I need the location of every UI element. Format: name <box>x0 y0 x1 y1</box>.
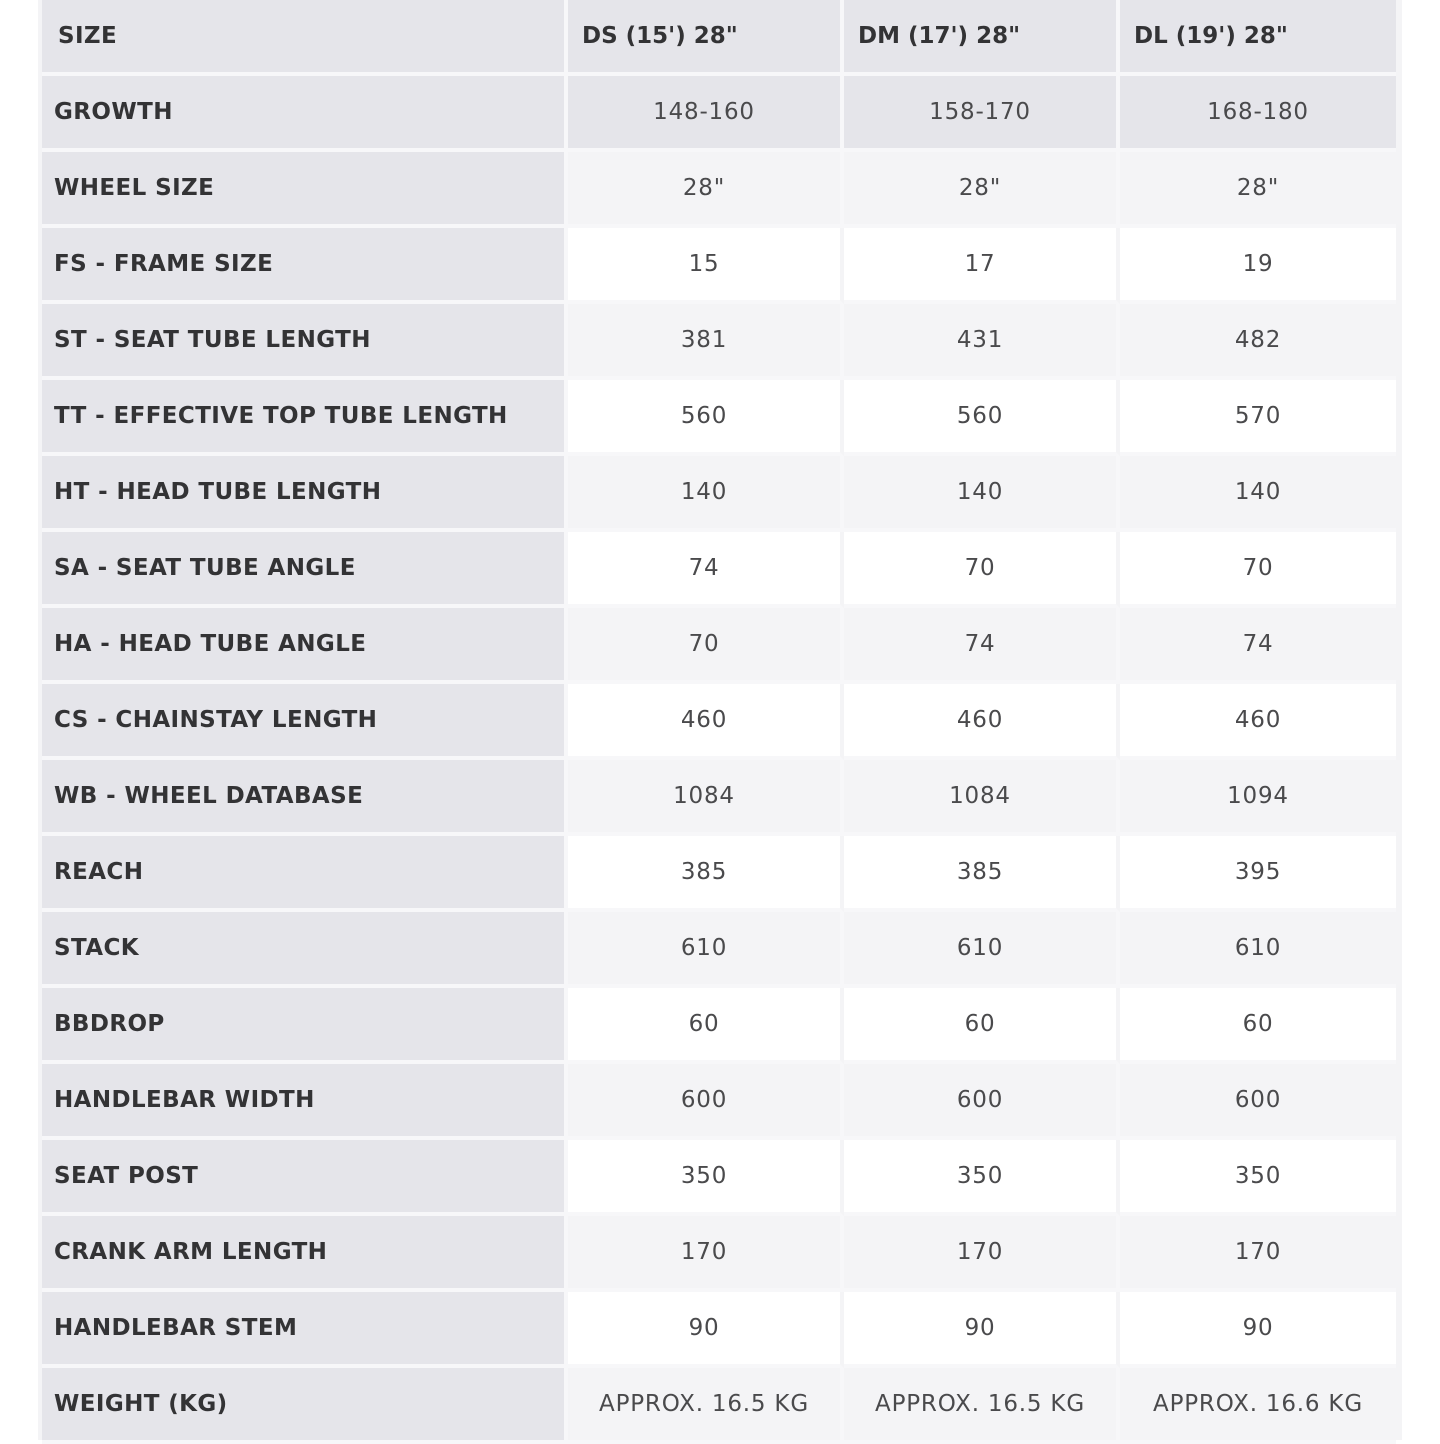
table-header-row <box>42 0 1396 76</box>
cell-value: 74 <box>1120 608 1396 684</box>
cell-value: 140 <box>1120 456 1396 532</box>
table-row <box>42 684 1396 760</box>
cell-value: 140 <box>844 456 1120 532</box>
cell-value: 460 <box>844 684 1120 760</box>
cell-value: 600 <box>844 1064 1120 1140</box>
table-row <box>42 76 1396 152</box>
cell-value: 90 <box>1120 1292 1396 1368</box>
table-row <box>42 1292 1396 1368</box>
table-row <box>42 152 1396 228</box>
table-row <box>42 304 1396 380</box>
row-label: SEAT POST <box>42 1140 568 1216</box>
cell-value: 74 <box>844 608 1120 684</box>
cell-value: 610 <box>568 912 844 988</box>
cell-value: 610 <box>844 912 1120 988</box>
cell-value: 560 <box>844 380 1120 456</box>
table-row <box>42 988 1396 1064</box>
cell-value: 90 <box>568 1292 844 1368</box>
row-label: ST - SEAT TUBE LENGTH <box>42 304 568 380</box>
cell-value: APPROX. 16.5 KG <box>568 1368 844 1444</box>
header-size-ds: DS (15') 28" <box>568 0 844 76</box>
cell-value: 148-160 <box>568 76 844 152</box>
header-size-dl: DL (19') 28" <box>1120 0 1396 76</box>
table-row <box>42 456 1396 532</box>
table-row <box>42 836 1396 912</box>
row-label: HT - HEAD TUBE LENGTH <box>42 456 568 532</box>
cell-value: 560 <box>568 380 844 456</box>
table-row <box>42 1064 1396 1140</box>
cell-value: 28" <box>1120 152 1396 228</box>
cell-value: 350 <box>844 1140 1120 1216</box>
cell-value: 140 <box>568 456 844 532</box>
table-row <box>42 608 1396 684</box>
cell-value: 385 <box>844 836 1120 912</box>
table-row <box>42 1368 1396 1444</box>
cell-value: 28" <box>844 152 1120 228</box>
cell-value: 70 <box>844 532 1120 608</box>
cell-value: 158-170 <box>844 76 1120 152</box>
row-label: REACH <box>42 836 568 912</box>
header-size-dm: DM (17') 28" <box>844 0 1120 76</box>
cell-value: 168-180 <box>1120 76 1396 152</box>
table-row <box>42 532 1396 608</box>
cell-value: 1084 <box>844 760 1120 836</box>
cell-value: 60 <box>1120 988 1396 1064</box>
cell-value: 170 <box>1120 1216 1396 1292</box>
geometry-table <box>42 0 1396 1444</box>
row-label: FS - FRAME SIZE <box>42 228 568 304</box>
cell-value: 1094 <box>1120 760 1396 836</box>
cell-value: 570 <box>1120 380 1396 456</box>
cell-value: 170 <box>568 1216 844 1292</box>
table-row <box>42 1140 1396 1216</box>
table-row <box>42 228 1396 304</box>
cell-value: 350 <box>1120 1140 1396 1216</box>
row-label: STACK <box>42 912 568 988</box>
cell-value: APPROX. 16.5 KG <box>844 1368 1120 1444</box>
row-label: BBDROP <box>42 988 568 1064</box>
row-label: GROWTH <box>42 76 568 152</box>
row-label: CS - CHAINSTAY LENGTH <box>42 684 568 760</box>
header-size-label: SIZE <box>42 0 568 76</box>
cell-value: 395 <box>1120 836 1396 912</box>
row-label: SA - SEAT TUBE ANGLE <box>42 532 568 608</box>
cell-value: 28" <box>568 152 844 228</box>
cell-value: 19 <box>1120 228 1396 304</box>
cell-value: APPROX. 16.6 KG <box>1120 1368 1396 1444</box>
cell-value: 60 <box>844 988 1120 1064</box>
row-label: HANDLEBAR STEM <box>42 1292 568 1368</box>
cell-value: 60 <box>568 988 844 1064</box>
cell-value: 460 <box>1120 684 1396 760</box>
cell-value: 70 <box>1120 532 1396 608</box>
cell-value: 600 <box>568 1064 844 1140</box>
table-row <box>42 912 1396 988</box>
table-row <box>42 1216 1396 1292</box>
row-label: TT - EFFECTIVE TOP TUBE LENGTH <box>42 380 568 456</box>
table-row <box>42 760 1396 836</box>
cell-value: 90 <box>844 1292 1120 1368</box>
row-label: WEIGHT (KG) <box>42 1368 568 1444</box>
row-label: HA - HEAD TUBE ANGLE <box>42 608 568 684</box>
cell-value: 70 <box>568 608 844 684</box>
cell-value: 170 <box>844 1216 1120 1292</box>
cell-value: 431 <box>844 304 1120 380</box>
row-label: CRANK ARM LENGTH <box>42 1216 568 1292</box>
cell-value: 385 <box>568 836 844 912</box>
cell-value: 15 <box>568 228 844 304</box>
cell-value: 74 <box>568 532 844 608</box>
row-label: HANDLEBAR WIDTH <box>42 1064 568 1140</box>
cell-value: 600 <box>1120 1064 1396 1140</box>
row-label: WHEEL SIZE <box>42 152 568 228</box>
cell-value: 610 <box>1120 912 1396 988</box>
cell-value: 482 <box>1120 304 1396 380</box>
table-row <box>42 380 1396 456</box>
row-label: WB - WHEEL DATABASE <box>42 760 568 836</box>
cell-value: 460 <box>568 684 844 760</box>
cell-value: 17 <box>844 228 1120 304</box>
cell-value: 1084 <box>568 760 844 836</box>
cell-value: 350 <box>568 1140 844 1216</box>
cell-value: 381 <box>568 304 844 380</box>
